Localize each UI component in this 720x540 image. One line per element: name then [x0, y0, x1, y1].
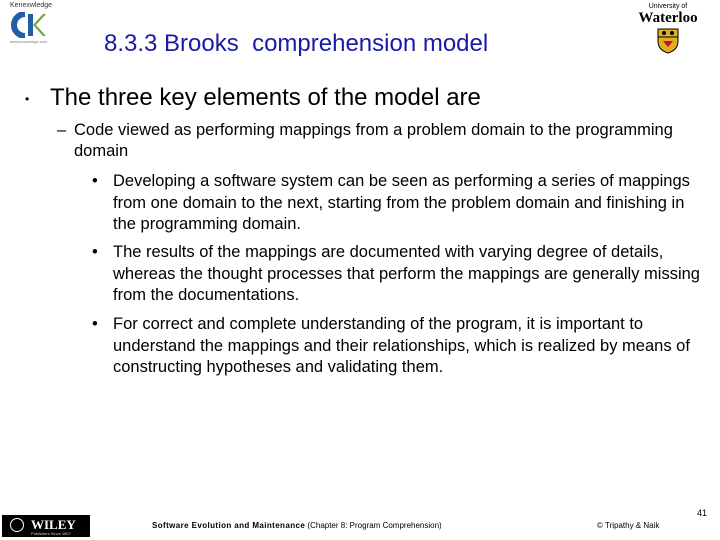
- waterloo-logo: [636, 3, 700, 53]
- bullet-dot: •: [92, 315, 98, 333]
- ck-logo-icon: [10, 12, 46, 38]
- bullet-level3-text: For correct and complete understanding of the program, it is important to understand the mappings and their relationships, which is realized by means of constructing hypotheses and validating them.: [113, 315, 690, 376]
- knowledge-logo-url: www.knowledge.com: [10, 39, 48, 44]
- slide-title: 8.3.3 Brooks comprehension model: [104, 30, 489, 57]
- wiley-mark-icon: [10, 518, 24, 532]
- bullet-level1-text: The three key elements of the model are: [50, 84, 481, 111]
- bullet-dot: •: [92, 243, 98, 261]
- wiley-logo-fine: Publishers Since 1807: [31, 531, 71, 536]
- footer-book-title: Software Evolution and Maintenance: [152, 521, 306, 530]
- footer-copyright: © Tripathy & Naik: [597, 521, 660, 530]
- bullet-dot: •: [92, 172, 98, 190]
- footer-chapter: (Chapter 8: Program Comprehension): [307, 521, 442, 530]
- knowledge-logo-text: Kenexwledge: [10, 2, 53, 9]
- crest-icon: [657, 28, 679, 54]
- knowledge-logo: [10, 2, 54, 48]
- footer-book: [152, 521, 442, 530]
- wiley-logo: [2, 515, 90, 537]
- bullet-dot: •: [25, 92, 30, 106]
- bullet-dash: –: [57, 121, 67, 139]
- wiley-logo-text: WILEY: [31, 517, 76, 532]
- bullet-level3-text: Developing a software system can be seen as performing a series of mappings from one domain to the next, starting from the problem domain and finishing in the programming domain.: [113, 172, 690, 233]
- waterloo-logo-top: University of: [648, 3, 688, 10]
- page-number: 41: [697, 508, 708, 518]
- bullet-level2-text: Code viewed as performing mappings from a problem domain to the programming domain: [74, 121, 673, 160]
- waterloo-logo-name: Waterloo: [638, 10, 698, 26]
- bullet-level3-text: The results of the mappings are documented with varying degree of details, whereas the thought processes that perform the mappings are generally missing from the documentations.: [113, 243, 700, 304]
